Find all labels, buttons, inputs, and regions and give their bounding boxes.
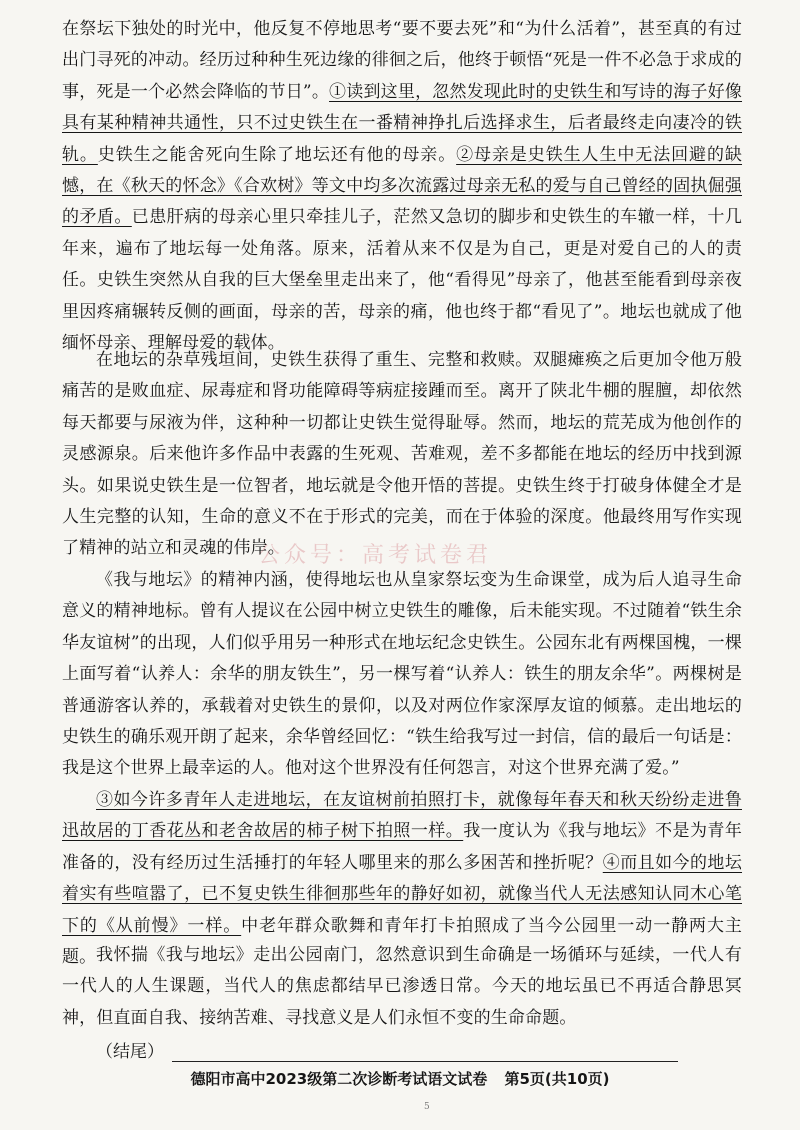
text-segment: 已患肝病的母亲心里只牵挂儿子，茫然又急切的脚步和史铁生的车辙一样，十几年来，遍布了地坛每一处角落。原来，活着从来不仅是为自己，更是对爱自己的人的责任。史铁生突然从自我的巨大堡垒里走出来了，他“看得见”母亲了，他甚至能看到母亲夜里因疼痛辗转反侧的画面，母亲的苦，母亲的痛，他也终于都“看见了”。地坛也就成了他缅怀母亲、理解母爱的载体。	[62, 207, 742, 354]
page-footer	[0, 1068, 800, 1089]
footer-page-number: 第5页(共10页)	[504, 1070, 610, 1088]
text-segment: 我怀揣《我与地坛》走出公园南门，忽然意识到生命确是一场循环与延续，一代人有一代人的人生课题，当代人的焦虑都结早已渗透日常。今天的地坛虽已不再适合静思冥神，但直面自我、接纳苦难、寻找意义是人们永恒不变的生命命题。	[62, 945, 742, 1028]
ending-label: （结尾）	[96, 1042, 164, 1062]
text-segment: 中老年群众歌舞和青年打卡拍照成了当今公园里一动一静两大主题。	[62, 915, 743, 968]
underlined-sentence: ④而且如今的地坛着实有些喧嚣了，已不复史铁生徘徊那些年的静好如初，就像当代人无法感知认同木心笔下的《从前慢》一样。	[62, 852, 743, 936]
underlined-sentence: ①读到这里，忽然发现此时的史铁生和写诗的海子好像具有某种精神共通性，只不过史铁生在一番精神挣扎后选择求生，后者最终走向凄冷的铁轨。	[62, 81, 743, 165]
paragraph-2	[62, 345, 742, 565]
footer-title: 德阳市高中2023级第二次诊断考试语文试卷	[190, 1070, 488, 1088]
underlined-sentence: ③如今许多青年人走进地坛，在友谊树前拍照打卡，就像每年春天和秋天纷纷走进鲁迅故居的丁香花丛和老舍故居的柿子树下拍照一样。	[62, 790, 742, 842]
text-segment: 在祭坛下独处的时光中，他反复不停地思考“要不要去死”和“为什么活着”，甚至真的有过出门寻死的冲动。经历过种种生死边缘的徘徊之后，他终于顿悟“死是一件不必急于求成的事，死是一个必然会降临的节日”。	[62, 19, 742, 102]
text-segment: 史铁生之能舍死向生除了地坛还有他的母亲。	[97, 144, 457, 165]
ending-answer-field	[96, 1037, 678, 1062]
underlined-sentence: ②母亲是史铁生人生中无法回避的缺憾，在《秋天的怀念》《合欢树》等文中均多次流露过母亲无私的爱与自己曾经的固执倔强的矛盾。	[62, 144, 743, 228]
watermark: 公众号：高考试卷君	[258, 543, 493, 568]
answer-line[interactable]	[172, 1043, 678, 1062]
paragraph-1	[62, 14, 742, 359]
text-segment: 我一度认为《我与地坛》不是为青年准备的，没有经历过生活捶打的年轻人哪里来的那么多困苦和挫折呢？	[62, 821, 743, 873]
bottom-mark: 5	[424, 1102, 430, 1112]
text-segment: 《我与地坛》的精神内涵，使得地坛也从皇家祭坛变为生命课堂，成为后人追寻生命意义的精神地标。曾有人提议在公园中树立史铁生的雕像，后未能实现。不过随着“铁生余华友谊树”的出现，人们似乎用另一种形式在地坛纪念史铁生。公园东北有两棵国槐，一棵上面写着“认养人：余华的朋友铁生”，另一棵写着“认养人：铁生的朋友余华”。两棵树是普通游客认养的，承载着对史铁生的景仰，以及对两位作家深厚友谊的倾慕。走出地坛的史铁生的确乐观开朗了起来，余华曾经回忆：“铁生给我写过一封信，信的最后一句话是：我是这个世界上最幸运的人。他对这个世界没有任何怨言，对这个世界充满了爱。”	[62, 570, 742, 779]
text-segment: 在地坛的杂草残垣间，史铁生获得了重生、完整和救赎。双腿瘫痪之后更加令他万般痛苦的是败血症、尿毒症和肾功能障碍等病症接踵而至。离开了陕北牛棚的腥膻，却依然每天都要与尿液为伴，这种种一切都让史铁生觉得耻辱。然而，地坛的荒芜成为他创作的灵感源泉。后来他许多作品中表露的生死观、苦难观，差不多都能在地坛的经历中找到源头。如果说史铁生是一位智者，地坛就是令他开悟的菩提。史铁生终于打破身体健全才是人生完整的认知，生命的意义不在于形式的完美，而在于体验的深度。他最终用写作实现了精神的站立和灵魂的伟岸。	[62, 350, 742, 559]
paragraph-5	[62, 940, 742, 1034]
paragraph-3	[62, 565, 742, 785]
